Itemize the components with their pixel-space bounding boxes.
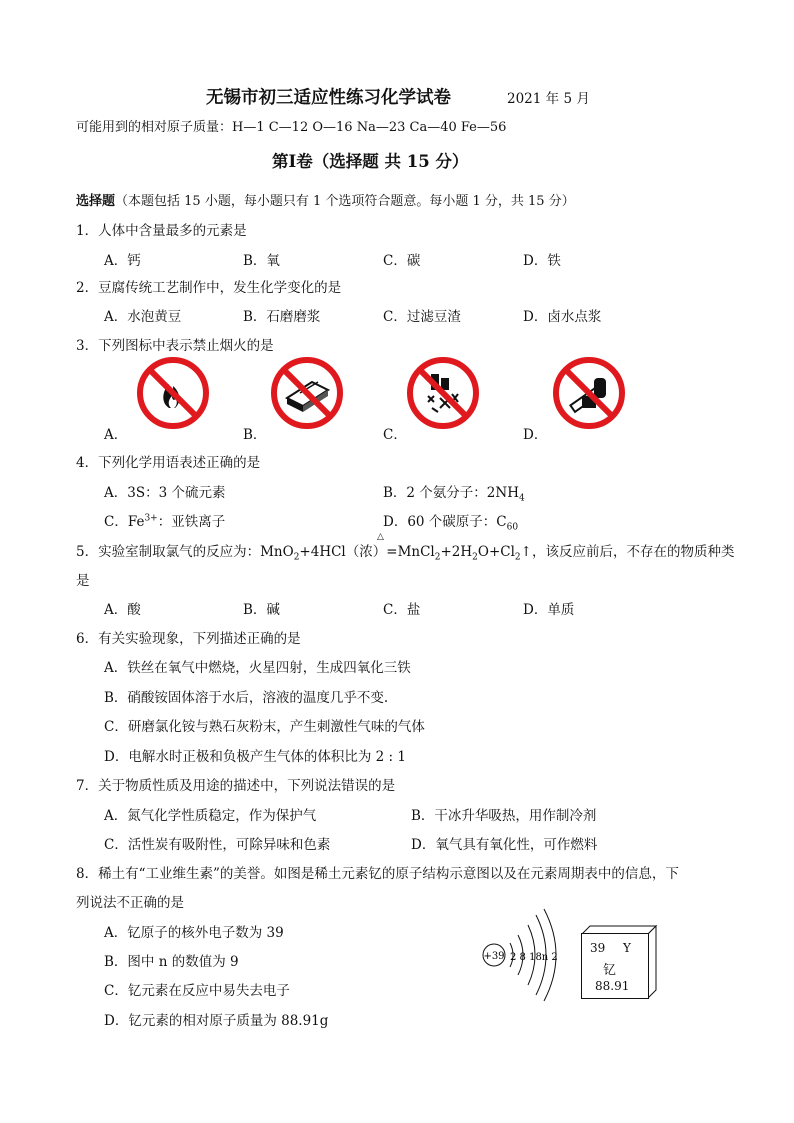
q4-option-a: A．3S：3 个硫元素 — [104, 485, 226, 501]
q5-sub4: 2 — [514, 552, 521, 563]
q5-sub1: 2 — [293, 552, 300, 563]
yttrium-periodic-cell — [581, 925, 657, 999]
q3-option-b: B． — [243, 427, 267, 443]
q4-c-post: ：亚铁离子 — [157, 514, 226, 530]
atomic-masses-note: 可能用到的相对原子质量：H—1 C—12 O—16 Na—23 Ca—40 Fe—56 — [76, 120, 507, 135]
question-4-stem: 4．下列化学用语表述正确的是 — [76, 455, 261, 471]
q2-option-d: D．卤水点浆 — [523, 309, 602, 325]
question-8-stem-cont: 列说法不正确的是 — [76, 895, 184, 911]
question-2-stem: 2．豆腐传统工艺制作中，发生化学变化的是 — [76, 280, 342, 296]
question-3-stem: 3．下列图标中表示禁止烟火的是 — [76, 338, 274, 354]
atom-nucleus-label: +39 — [483, 951, 505, 962]
yttrium-atom-diagram — [478, 905, 564, 1005]
q4-b-text: B．2 个氨分子：2NH — [383, 485, 519, 501]
q5-s1: 5．实验室制取氯气的反应为：MnO — [76, 544, 294, 560]
question-5-stem — [76, 540, 734, 563]
no-open-flame-icon — [136, 356, 210, 430]
section-title: 第Ⅰ卷（选择题 共 15 分） — [272, 152, 469, 171]
q4-d-sub: 60 — [506, 522, 519, 533]
q6-option-b: B．硝酸铵固体溶于水后，溶液的温度几乎不变. — [104, 690, 389, 706]
q5-option-c: C．盐 — [383, 602, 421, 618]
q5-s5: O+Cl — [477, 544, 515, 560]
no-fireworks-icon — [406, 356, 480, 430]
pt-atomic-number: 39 — [590, 941, 606, 955]
q4-option-c — [104, 510, 225, 530]
pt-atomic-mass: 88.91 — [595, 979, 630, 993]
q1-option-b: B．氧 — [243, 253, 280, 269]
q5-eq: = — [386, 544, 398, 560]
question-7-stem: 7．关于物质性质及用途的描述中，下列说法错误的是 — [76, 778, 396, 794]
question-5-stem-cont: 是 — [76, 573, 90, 589]
q6-option-a: A．铁丝在氧气中燃烧，火星四射，生成四氧化三铁 — [104, 660, 411, 676]
exam-title-text: 无锡市初三适应性练习化学试卷 — [206, 88, 451, 108]
q7-option-d: D．氧气具有氧化性，可作燃料 — [411, 837, 598, 853]
q8-option-d: D．钇元素的相对原子质量为 88.91g — [104, 1013, 329, 1029]
q7-option-a: A．氮气化学性质稳定，作为保护气 — [104, 808, 317, 824]
q1-option-d: D．铁 — [523, 253, 561, 269]
q5-s3: MnCl — [397, 544, 435, 560]
q4-c-sup: 3+ — [144, 513, 158, 524]
no-smoking-icon — [552, 356, 626, 430]
q4-option-d — [383, 510, 518, 533]
q1-option-a: A．钙 — [104, 253, 141, 269]
exam-date: 2021 年 5 月 — [507, 91, 590, 107]
q4-option-b — [383, 481, 525, 504]
q5-s4: +2H — [440, 544, 473, 560]
instr-bold: 选择题 — [76, 194, 116, 209]
pt-element-symbol: Y — [623, 941, 631, 955]
q3-option-d: D． — [523, 427, 548, 443]
q4-d-text: D．60 个碳原子：C — [383, 514, 507, 530]
q5-s6: ↑，该反应前后，不存在的物质种类 — [520, 544, 735, 560]
q6-option-d: D．电解水时正极和负极产生气体的体积比为 2 : 1 — [104, 749, 406, 765]
q2-option-b: B．石磨磨浆 — [243, 309, 321, 325]
q4-b-sub: 4 — [518, 493, 525, 504]
q8-option-c: C．钇元素在反应中易失去电子 — [104, 983, 290, 999]
pt-element-name: 钇 — [603, 963, 617, 978]
q5-sub2: 2 — [434, 552, 441, 563]
q3-option-a: A． — [104, 427, 128, 443]
q5-sub3: 2 — [472, 552, 478, 563]
question-6-stem: 6．有关实验现象，下列描述正确的是 — [76, 631, 301, 647]
q2-option-c: C．过滤豆渣 — [383, 309, 461, 325]
q4-c-text: C．Fe — [104, 514, 145, 530]
q5-heat-symbol: △ — [377, 532, 384, 542]
exam-title — [206, 84, 451, 109]
q6-option-c: C．研磨氯化铵与熟石灰粉末，产生刺激性气味的气体 — [104, 719, 425, 735]
q2-option-a: A．水泡黄豆 — [104, 309, 182, 325]
q8-option-a: A．钇原子的核外电子数为 39 — [104, 925, 284, 941]
q7-option-b: B．干冰升华吸热，用作制冷剂 — [411, 808, 597, 824]
q7-option-c: C．活性炭有吸附性，可除异味和色素 — [104, 837, 331, 853]
atom-shells-svg — [478, 905, 564, 1005]
q3-option-c: C． — [383, 427, 407, 443]
q8-option-b: B．图中 n 的数值为 9 — [104, 954, 239, 970]
question-1-stem: 1．人体中含量最多的元素是 — [76, 223, 247, 239]
instr-text: （本题包括 15 小题，每小题只有 1 个选项符合题意。每小题 1 分，共 15 分） — [115, 194, 575, 209]
q5-s2: +4HCl（浓） — [299, 544, 387, 560]
atom-shell-electrons: 2 8 18n 2 — [510, 952, 558, 963]
q5-option-a: A．酸 — [104, 602, 141, 618]
q1-option-c: C．碳 — [383, 253, 421, 269]
section-instructions — [76, 190, 575, 209]
no-matches-icon — [270, 356, 344, 430]
question-8-stem: 8．稀土有“工业维生素”的美誉。如图是稀土元素钇的原子结构示意图以及在元素周期表中的信息，下 — [76, 866, 679, 882]
q5-option-b: B．碱 — [243, 602, 280, 618]
q5-option-d: D．单质 — [523, 602, 575, 618]
